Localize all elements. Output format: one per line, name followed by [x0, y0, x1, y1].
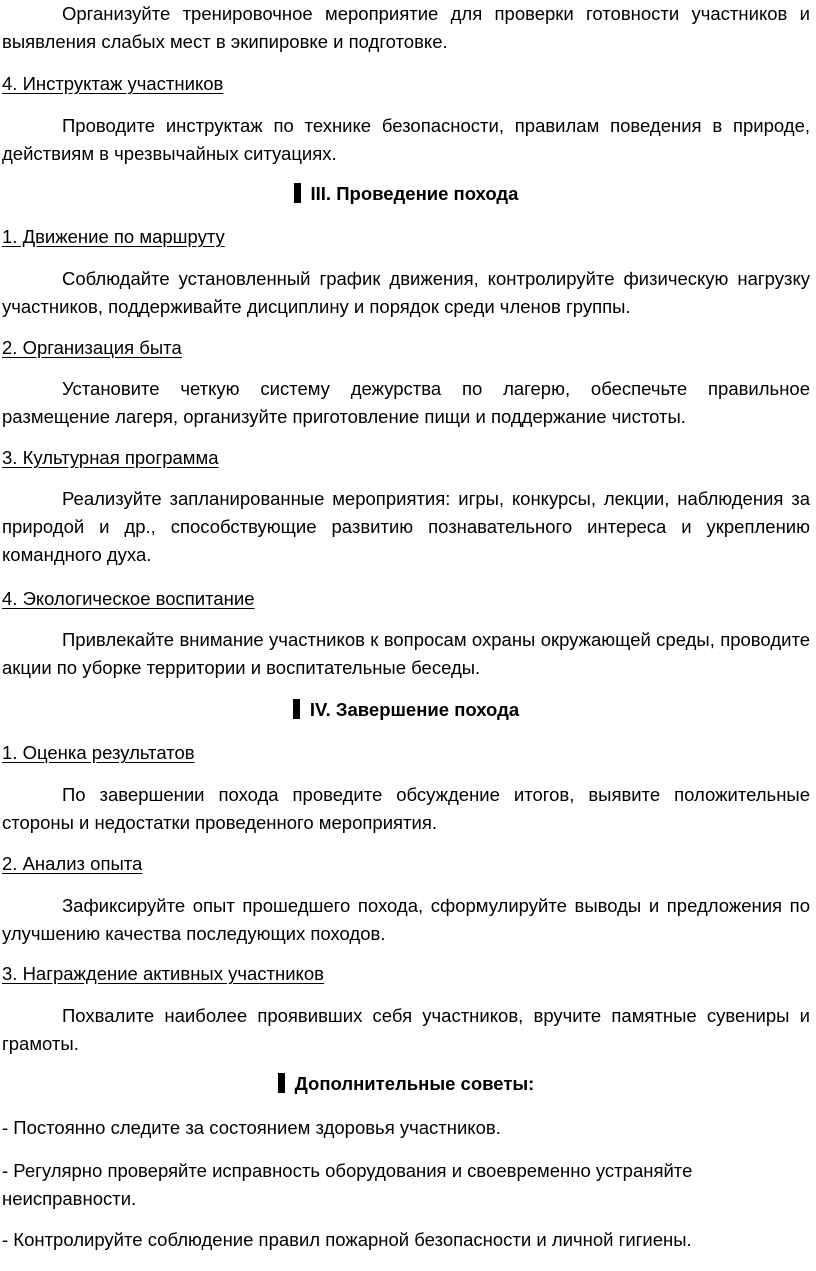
subheading-text: 1. Оценка результатов	[2, 742, 195, 763]
subheading-text: 2. Анализ опыта	[2, 853, 143, 874]
subheading-text: 2. Организация быта	[2, 337, 182, 358]
paragraph-ecology	[2, 626, 810, 682]
subheading-text: 3. Награждение активных участников	[2, 963, 324, 984]
paragraph-text: Установите четкую систему дежурства по лагерю, обеспечьте правильное размещение лагеря, организуйте приготовление пищи и поддержание чистоты.	[2, 378, 810, 427]
tip-text: - Регулярно проверяйте исправность оборудования и своевременно устраняйте неисправности.	[2, 1160, 693, 1209]
paragraph-briefing	[2, 112, 810, 168]
subheading-text: 3. Культурная программа	[2, 447, 219, 468]
subheading-results	[2, 739, 810, 767]
subheading-camp	[2, 334, 810, 362]
subheading-analysis	[2, 850, 810, 878]
subheading-briefing	[2, 70, 810, 98]
tip-text: - Постоянно следите за состоянием здоровья участников.	[2, 1117, 501, 1138]
paragraph-route	[2, 265, 810, 321]
paragraph-text: Реализуйте запланированные мероприятия: игры, конкурсы, лекции, наблюдения за природой и др., способствующие развитию познавательного интереса и укреплению командного духа.	[2, 488, 810, 565]
subheading-route	[2, 223, 810, 251]
subheading-ecology	[2, 585, 810, 613]
paragraph-culture	[2, 485, 810, 569]
paragraph-analysis	[2, 892, 810, 948]
subheading-culture	[2, 444, 810, 472]
section-marker-icon	[278, 1073, 285, 1093]
paragraph-awards	[2, 1002, 810, 1058]
paragraph-text: По завершении похода проведите обсуждение итогов, выявите положительные стороны и недостатки проведенного мероприятия.	[2, 784, 810, 833]
section-title: III. Проведение похода	[310, 183, 519, 204]
section-marker-icon	[293, 699, 300, 719]
paragraph-results	[2, 781, 810, 837]
section-title: IV. Завершение похода	[309, 699, 520, 720]
subheading-text: 4. Экологическое воспитание	[2, 588, 255, 609]
paragraph-training: Организуйте тренировочное мероприятие для проверки готовности участников и выявления слабых мест в экипировке и подготовке.	[2, 3, 810, 52]
section-heading-tips	[2, 1070, 810, 1098]
subheading-awards	[2, 960, 810, 988]
subheading-text: 1. Движение по маршруту	[2, 226, 225, 247]
paragraph-text: Соблюдайте установленный график движения, контролируйте физическую нагрузку участников, поддерживайте дисциплину и порядок среди членов группы.	[2, 268, 810, 317]
tip-safety	[2, 1226, 810, 1254]
section-title: Дополнительные советы:	[294, 1073, 535, 1094]
paragraph-text: Привлекайте внимание участников к вопросам охраны окружающей среды, проводите акции по уборке территории и воспитательные беседы.	[2, 629, 810, 678]
intro-paragraph	[2, 0, 810, 56]
paragraph-text: Проводите инструктаж по технике безопасности, правилам поведения в природе, действиям в чрезвычайных ситуациях.	[2, 115, 810, 164]
section-heading-3	[2, 180, 810, 208]
paragraph-text: Похвалите наиболее проявивших себя участников, вручите памятные сувениры и грамоты.	[2, 1005, 810, 1054]
paragraph-text: Зафиксируйте опыт прошедшего похода, сформулируйте выводы и предложения по улучшению качества последующих походов.	[2, 895, 810, 944]
section-heading-4	[2, 696, 810, 724]
tip-health	[2, 1114, 810, 1142]
section-marker-icon	[294, 183, 301, 203]
subheading-text: 4. Инструктаж участников	[2, 73, 224, 94]
tip-text: - Контролируйте соблюдение правил пожарной безопасности и личной гигиены.	[2, 1229, 692, 1250]
tip-equipment	[2, 1157, 810, 1213]
paragraph-camp	[2, 375, 810, 431]
